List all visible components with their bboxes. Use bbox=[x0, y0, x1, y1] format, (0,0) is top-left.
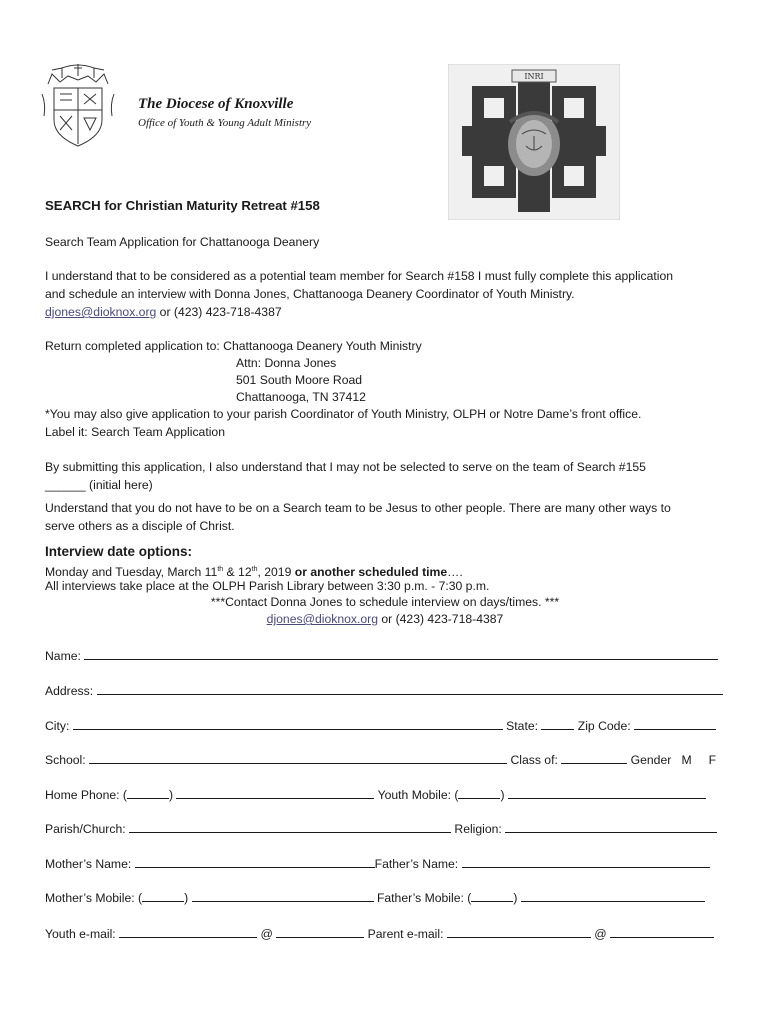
youth-email-domain-field[interactable] bbox=[276, 926, 364, 938]
intro-line-2: and schedule an interview with Donna Jones, Chattanooga Deanery Coordinator of Youth Ministry. bbox=[45, 287, 575, 301]
address-row: Address: bbox=[45, 683, 723, 698]
intro-phone: or (423) 423-718-4387 bbox=[156, 305, 282, 319]
city-row: City: State: Zip Code: bbox=[45, 718, 716, 733]
interview-dates: Monday and Tuesday, March 11th & 12th, 2019 or another scheduled time…. bbox=[45, 565, 463, 580]
parish-field[interactable] bbox=[129, 821, 451, 833]
email-link[interactable]: djones@dioknox.org bbox=[45, 305, 157, 319]
jerusalem-cross-image bbox=[448, 64, 620, 220]
parish-row: Parish/Church: Religion: bbox=[45, 821, 717, 836]
mother-mobile-field[interactable] bbox=[192, 890, 374, 902]
father-mobile-field[interactable] bbox=[521, 890, 705, 902]
father-mobile-area-field[interactable] bbox=[471, 890, 513, 902]
form-subtitle: Search Team Application for Chattanooga Deanery bbox=[45, 235, 320, 249]
diocese-crest-logo bbox=[40, 64, 116, 148]
submit-line-1: By submitting this application, I also understand that I may not be selected to serve on the team of Search #155 bbox=[45, 460, 646, 474]
youth-email-user-field[interactable] bbox=[119, 926, 257, 938]
return-label: Return completed application to: Chattanooga Deanery Youth Ministry bbox=[45, 339, 422, 353]
label-it: Label it: Search Team Application bbox=[45, 425, 225, 439]
understand-line-2: serve others as a disciple of Christ. bbox=[45, 519, 235, 533]
mother-mobile-area-field[interactable] bbox=[142, 890, 184, 902]
form-title: SEARCH for Christian Maturity Retreat #158 bbox=[45, 198, 320, 213]
interview-contact: ***Contact Donna Jones to schedule interview on days/times. *** bbox=[210, 595, 560, 609]
org-subtitle: Office of Youth & Young Adult Ministry bbox=[138, 117, 312, 129]
school-row: School: Class of: Gender M F bbox=[45, 753, 717, 767]
class-of-field[interactable] bbox=[561, 752, 627, 764]
youth-mobile-field[interactable] bbox=[508, 787, 706, 799]
home-phone-area-field[interactable] bbox=[127, 787, 169, 799]
phone-row: Home Phone: ( ) Youth Mobile: ( ) bbox=[45, 787, 706, 802]
interview-heading: Interview date options: bbox=[45, 544, 193, 559]
email-row: Youth e-mail: @ Parent e-mail: @ bbox=[45, 926, 714, 941]
org-name: The Diocese of Knoxville bbox=[138, 96, 294, 112]
parent-mobile-row: Mother’s Mobile: ( ) Father’s Mobile: ( ) bbox=[45, 890, 705, 905]
return-street: 501 South Moore Road bbox=[236, 373, 363, 387]
interview-location: All interviews take place at the OLPH Parish Library between 3:30 p.m. - 7:30 p.m. bbox=[45, 579, 490, 593]
submit-initial: ______ (initial here) bbox=[45, 478, 153, 492]
religion-field[interactable] bbox=[505, 821, 717, 833]
parent-email-user-field[interactable] bbox=[447, 926, 591, 938]
name-field[interactable] bbox=[84, 648, 718, 660]
father-name-field[interactable] bbox=[462, 856, 710, 868]
parent-name-row: Mother’s Name: Father’s Name: bbox=[45, 856, 710, 871]
understand-line-1: Understand that you do not have to be on a Search team to be Jesus to other people. There are many other ways to bbox=[45, 501, 671, 515]
gender-m-option[interactable]: M bbox=[681, 753, 692, 767]
intro-line-1: I understand that to be considered as a potential team member for Search #158 I must fully complete this application bbox=[45, 269, 674, 283]
interview-email-link[interactable]: djones@dioknox.org bbox=[266, 612, 378, 626]
intro-contact bbox=[45, 304, 282, 322]
return-attn: Attn: Donna Jones bbox=[236, 356, 337, 370]
school-field[interactable] bbox=[89, 752, 507, 764]
city-field[interactable] bbox=[73, 718, 503, 730]
gender-f-option[interactable]: F bbox=[708, 753, 717, 767]
address-field[interactable] bbox=[97, 683, 723, 695]
return-note: *You may also give application to your parish Coordinator of Youth Ministry, OLPH or Notre Dame’s front office. bbox=[45, 407, 642, 421]
state-field[interactable] bbox=[541, 718, 574, 730]
return-city: Chattanooga, TN 37412 bbox=[236, 390, 366, 404]
cross-inri-label: INRI bbox=[524, 72, 544, 81]
name-row: Name: bbox=[45, 648, 718, 663]
zip-field[interactable] bbox=[634, 718, 716, 730]
parent-email-domain-field[interactable] bbox=[610, 926, 714, 938]
youth-mobile-area-field[interactable] bbox=[458, 787, 500, 799]
home-phone-field[interactable] bbox=[176, 787, 374, 799]
mother-name-field[interactable] bbox=[135, 856, 375, 868]
interview-contact-line: djones@dioknox.org or (423) 423-718-4387 bbox=[266, 612, 504, 626]
